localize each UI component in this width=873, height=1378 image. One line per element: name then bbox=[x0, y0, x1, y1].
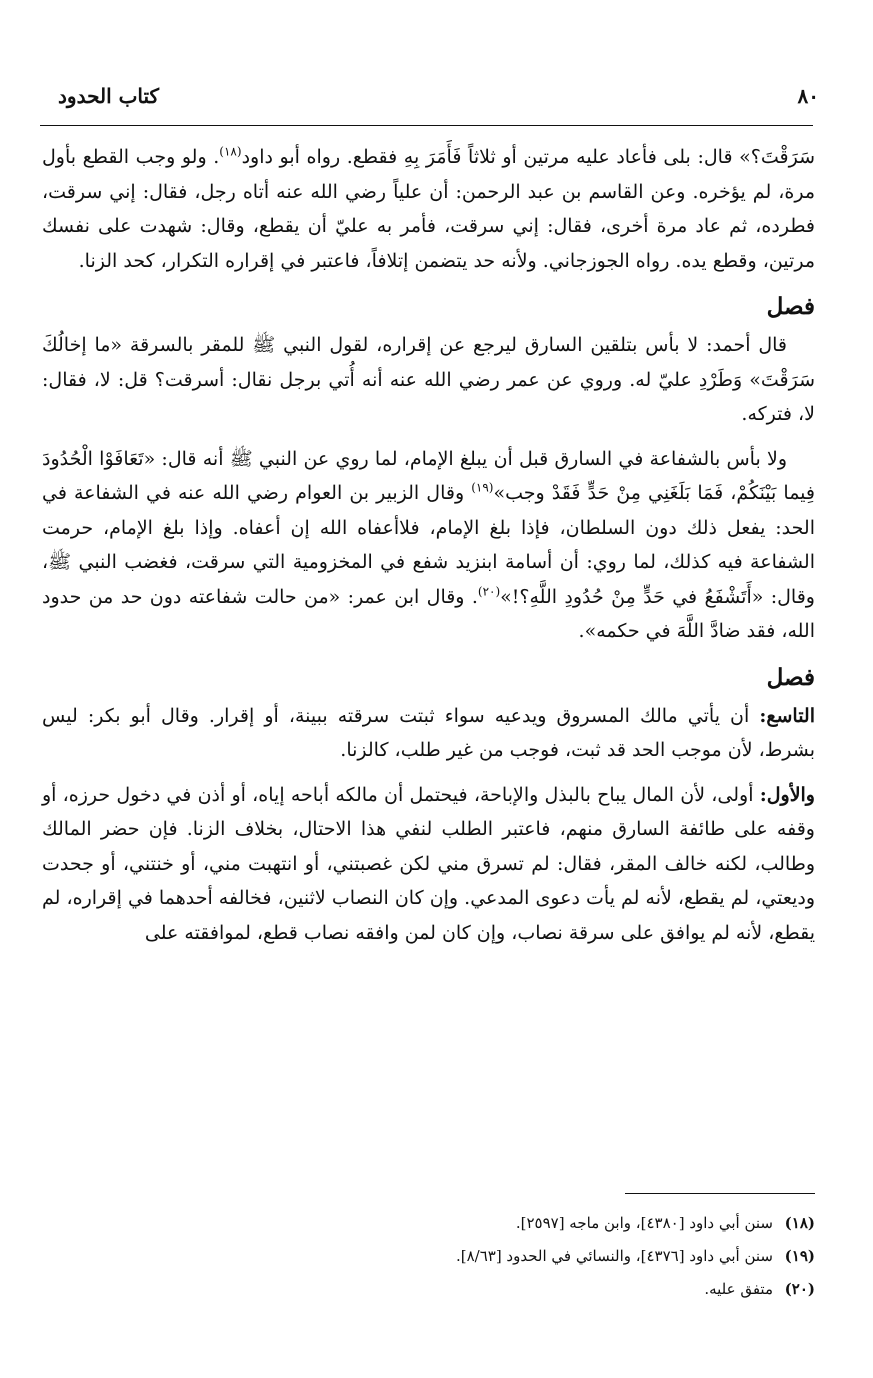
paragraph-1-text-a: سَرَقْتَ؟» قال: بلى فأعاد عليه مرتين أو ثلاثاً فَأَمَرَ بِهِ فقطع. رواه أبو داود bbox=[241, 146, 815, 168]
footnote-number: (٢٠) bbox=[784, 1280, 815, 1298]
footnote-divider bbox=[625, 1193, 815, 1194]
footnote-19 bbox=[42, 1240, 815, 1273]
footnote-ref-19: (١٩) bbox=[471, 480, 494, 495]
book-title: كتاب الحدود bbox=[58, 84, 160, 108]
section-heading-fasl-1: فصل bbox=[766, 293, 815, 320]
main-text bbox=[42, 140, 815, 960]
section-heading-fasl-2: فصل bbox=[766, 663, 815, 691]
paragraph-3-text-b: وقال الزبير بن العوام رضي الله عنه في الشفاعة في الحد: يفعل ذلك دون السلطان، فإذا بلغ الإمام، فلاأعفاه الله إن أعفاه. وإذا بلغ الإمام، حرمت الشفاعة فيه كذلك، لما روي: أن أسامة ابنزيد شفع في المخزومية التي سرقت، فغضب النبي ﷺ، وقال: «أَتَشْفَعُ في حَدٍّ مِنْ حُدُودِ اللَّهِ؟!» bbox=[42, 482, 815, 608]
footnote-number: (١٨) bbox=[784, 1214, 815, 1232]
paragraph-5-lead: والأول: bbox=[759, 783, 815, 806]
paragraph-5 bbox=[42, 778, 815, 951]
paragraph-2: قال أحمد: لا بأس بتلقين السارق ليرجع عن إقراره، لقول النبي ﷺ للمقر بالسرقة «ما إخالُكَ سَرَقْتَ» وَطَرْدِ عليّ له. وروي عن عمر رضي الله عنه أنه أُتي برجل نقال: أسرقت؟ قل: لا، فقال: لا، فتركه. bbox=[42, 334, 815, 425]
footnote-18 bbox=[42, 1207, 815, 1240]
paragraph-1-text-b: . ولو وجب القطع بأول مرة، لم يؤخره. وعن القاسم بن عبد الرحمن: أن علياً رضي الله عنه أتاه رجل، فقال: إني سرقت، فطرده، ثم عاد مرة أخرى، فقال: إني سرقت، فأمر به عليّ أن يقطع، وقال: شهدت على نفسك مرتين، وقطع يده. رواه الجوزجاني. ولأنه حد يتضمن إتلافاً، فاعتبر في إقراره التكرار، كحد الزنا. bbox=[42, 146, 815, 272]
footnote-number: (١٩) bbox=[784, 1247, 815, 1265]
paragraph-4 bbox=[42, 699, 815, 768]
paragraph-5-text: أولى، لأن المال يباح بالبذل والإباحة، فيحتمل أن مالكه أباحه إياه، أو أذن في دخول حرزه، أو وقفه على طائفة السارق منهم، فاعتبر الطلب لنفي هذا الاحتال، بخلاف الزنا. فإن حضر المالك وطالب، لكنه خالف المقر، فقال: لم تسرق مني لكن غصبتني، أو انتهبت مني، أو خنتني، أو جحدت وديعتي، لم يقطع، لأنه لم يأت دعوى المدعي. وإن كان النصاب لاثنين، فخالفه أحدهما في إقراره، لم يقطع، لأنه لم يوافق على سرقة نصاب، وإن كان لمن وافقه نصاب قطع، لموافقته على bbox=[42, 783, 815, 944]
footnote-text: سنن أبي داود [٤٣٨٠]، وابن ماجه [٢٥٩٧]. bbox=[515, 1214, 773, 1232]
page-number: ٨٠ bbox=[797, 84, 819, 108]
paragraph-4-text: أن يأتي مالك المسروق ويدعيه سواء ثبتت سرقته ببينة، أو إقرار. وقال أبو بكر: ليس بشرط، لأن موجب الحد قد ثبت، فوجب من غير طلب، كالزنا. bbox=[42, 704, 815, 761]
paragraph-3-text-c: . وقال ابن عمر: «من حالت شفاعته دون حد من حدود الله، فقد ضادَّ اللَّهَ في حكمه». bbox=[42, 585, 815, 642]
paragraph-4-lead: التاسع: bbox=[759, 704, 815, 727]
paragraph-3-text-a: ولا بأس بالشفاعة في السارق قبل أن يبلغ الإمام، لما روي عن النبي ﷺ أنه قال: «تَعَافَوْا الْحُدُودَ فِيما بَيْنَكُمْ، فَمَا بَلَغَنِي مِنْ حَدٍّ فَقَدْ وجب» bbox=[42, 447, 815, 504]
running-header bbox=[40, 84, 833, 114]
footnote-20 bbox=[42, 1273, 815, 1306]
footnote-ref-20: (٢٠) bbox=[477, 584, 501, 599]
paragraph-3 bbox=[42, 442, 815, 649]
paragraph-1 bbox=[42, 140, 815, 278]
footnote-text: سنن أبي داود [٤٣٧٦]، والنسائي في الحدود [٨/٦٣]. bbox=[455, 1247, 773, 1265]
footnote-ref-18: (١٨) bbox=[219, 144, 242, 159]
header-divider bbox=[40, 125, 813, 126]
footnotes bbox=[42, 1207, 815, 1306]
footnote-text: متفق عليه. bbox=[704, 1280, 773, 1298]
